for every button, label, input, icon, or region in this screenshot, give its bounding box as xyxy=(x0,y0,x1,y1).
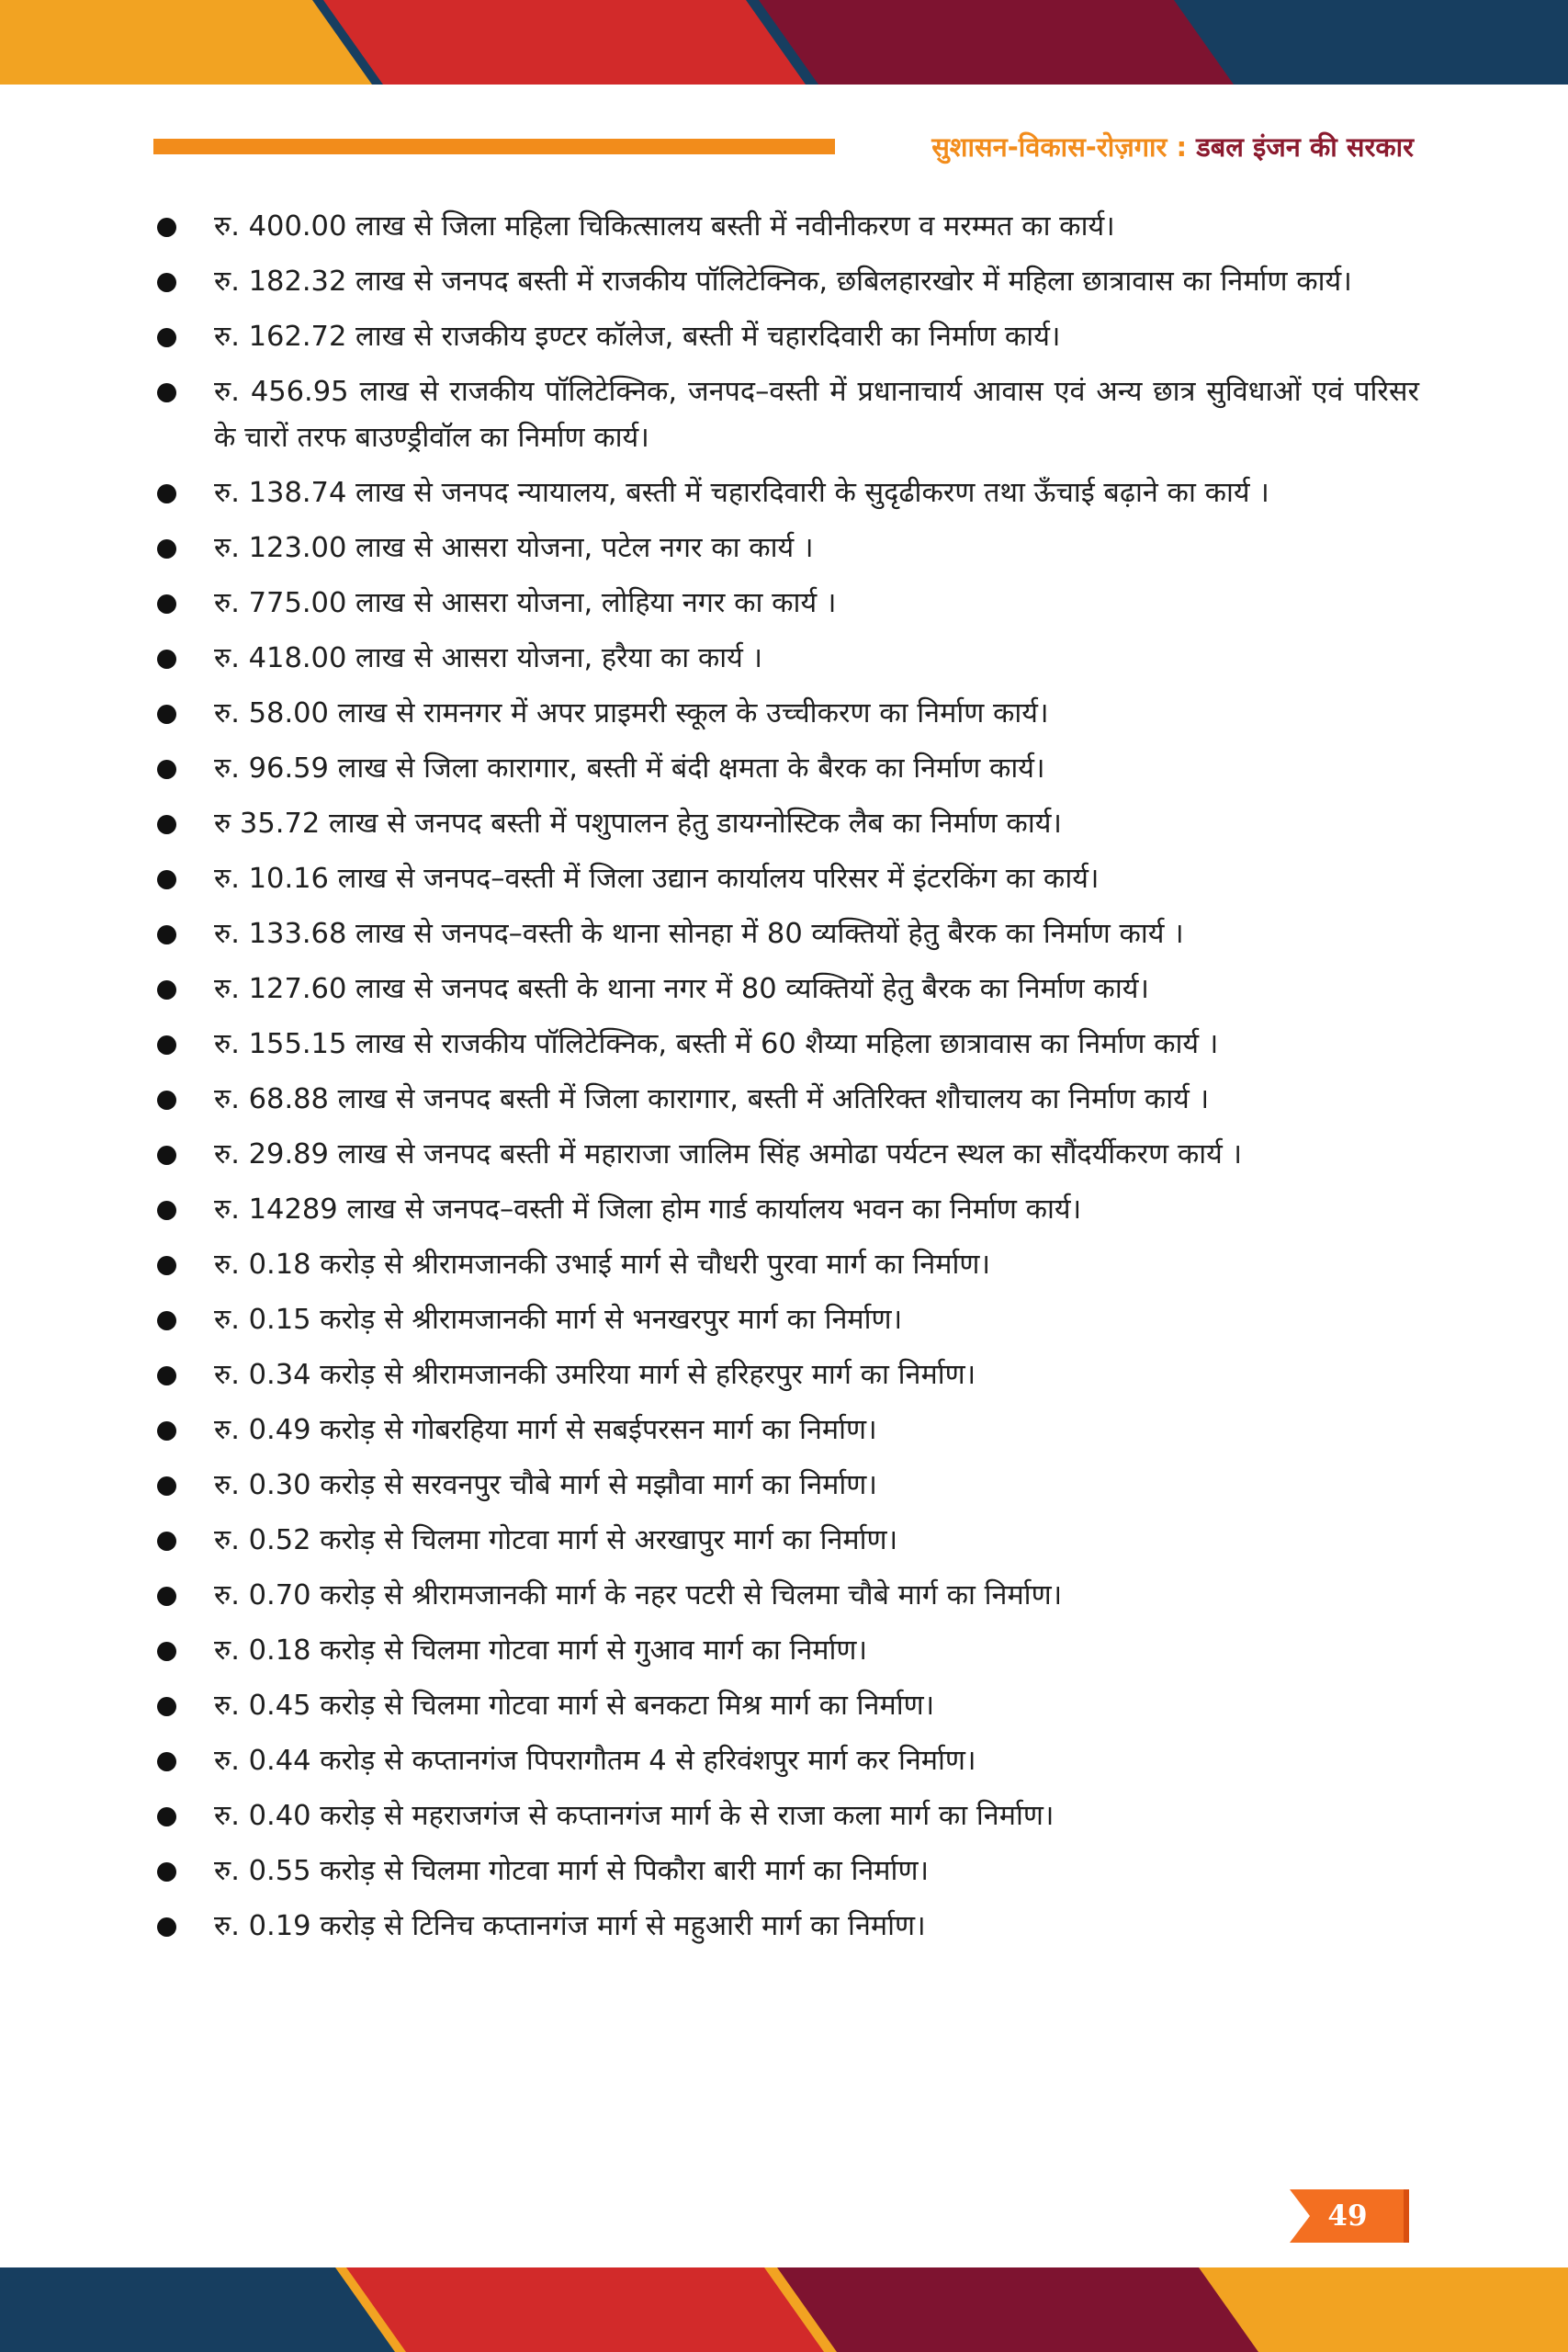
bullet-icon xyxy=(157,539,176,559)
bullet-icon xyxy=(157,705,176,724)
list-item xyxy=(152,636,1419,682)
bullet-icon xyxy=(157,1366,176,1385)
bullet-icon xyxy=(157,1697,176,1716)
header-rule xyxy=(153,139,835,154)
bullet-icon xyxy=(157,218,176,237)
bullet-icon xyxy=(157,925,176,944)
list-item-text: रु. 162.72 लाख से राजकीय इण्टर कॉलेज, बस्ती में चहारदिवारी का निर्माण कार्य। xyxy=(214,321,1061,353)
top-decorative-band xyxy=(0,0,1568,85)
header-title-part2: डबल इंजन की सरकार xyxy=(1196,131,1414,163)
list-item xyxy=(152,691,1419,737)
bullet-icon xyxy=(157,1752,176,1771)
list-item-text: रु. 182.32 लाख से जनपद बस्ती में राजकीय पॉलिटेक्निक, छबिलहारखोर में महिला छात्रावास का निर्माण कार्य। xyxy=(214,266,1352,298)
list-item-text: रु. 123.00 लाख से आसरा योजना, पटेल नगर का कार्य । xyxy=(214,532,814,564)
list-item xyxy=(152,1352,1419,1398)
bullet-icon xyxy=(157,328,176,347)
header-title xyxy=(931,125,1414,169)
bullet-icon xyxy=(157,1532,176,1551)
list-item-text: रु. 133.68 लाख से जनपद–वस्ती के थाना सोनहा में 80 व्यक्तियों हेतु बैरक का निर्माण कार्य । xyxy=(214,918,1184,950)
bullet-icon xyxy=(157,1091,176,1110)
list-item xyxy=(152,1242,1419,1288)
list-item-text: रु. 58.00 लाख से रामनगर में अपर प्राइमरी स्कूल के उच्चीकरण का निर्माण कार्य। xyxy=(214,697,1049,729)
page-number-badge xyxy=(1279,2189,1409,2243)
bullet-icon xyxy=(157,484,176,503)
list-item xyxy=(152,1849,1419,1894)
list-item-text: रु. 0.70 करोड़ से श्रीरामजानकी मार्ग के नहर पटरी से चिलमा चौबे मार्ग का निर्माण। xyxy=(214,1579,1063,1611)
list-item xyxy=(152,856,1419,902)
list-item-text: रु. 456.95 लाख से राजकीय पॉलिटेक्निक, जनपद–वस्ती में प्रधानाचार्य आवास एवं अन्य छात्र सुविधाओं एवं परिसर के चारों तरफ बाउण्ड्रीवॉल का निर्माण कार्य। xyxy=(214,376,1419,454)
bullet-icon xyxy=(157,1421,176,1441)
list-item-text: रु. 0.15 करोड़ से श्रीरामजानकी मार्ग से भनखरपुर मार्ग का निर्माण। xyxy=(214,1304,903,1336)
list-item xyxy=(152,581,1419,627)
list-item-text: रु. 0.19 करोड़ से टिनिच कप्तानगंज मार्ग से महुआरी मार्ग का निर्माण। xyxy=(214,1910,926,1942)
list-item-text: रु. 418.00 लाख से आसरा योजना, हरैया का कार्य । xyxy=(214,642,763,674)
list-item xyxy=(152,1738,1419,1784)
list-item-text: रु. 138.74 लाख से जनपद न्यायालय, बस्ती में चहारदिवारी के सुदृढीकरण तथा ऊँचाई बढ़ाने का कार्य । xyxy=(214,477,1269,509)
list-item xyxy=(152,1077,1419,1123)
list-item-text: रु. 0.18 करोड़ से श्रीरामजानकी उभाई मार्ग से चौधरी पुरवा मार्ग का निर्माण। xyxy=(214,1249,991,1281)
bullet-icon xyxy=(157,1146,176,1165)
bullet-icon xyxy=(157,1201,176,1220)
list-item xyxy=(152,526,1419,571)
list-item-text: रु 35.72 लाख से जनपद बस्ती में पशुपालन हेतु डायग्नोस्टिक लैब का निर्माण कार्य। xyxy=(214,808,1062,840)
bullet-icon xyxy=(157,650,176,669)
bullet-icon xyxy=(157,1807,176,1826)
running-header xyxy=(153,125,1414,169)
list-item xyxy=(152,470,1419,516)
content-area xyxy=(152,204,1419,1959)
page-number: 49 xyxy=(1327,2199,1368,2233)
bullet-icon xyxy=(157,1587,176,1606)
list-item-text: रु. 0.45 करोड़ से चिलमा गोटवा मार्ग से बनकटा मिश्र मार्ग का निर्माण। xyxy=(214,1690,935,1722)
list-item xyxy=(152,1187,1419,1233)
list-item-text: रु. 400.00 लाख से जिला महिला चिकित्सालय बस्ती में नवीनीकरण व मरम्मत का कार्य। xyxy=(214,210,1115,243)
list-item xyxy=(152,314,1419,360)
list-item-text: रु. 775.00 लाख से आसरा योजना, लोहिया नगर का कार्य । xyxy=(214,587,837,619)
list-item-text: रु. 0.49 करोड़ से गोबरहिया मार्ग से सबईपरसन मार्ग का निर्माण। xyxy=(214,1414,877,1446)
list-item-text: रु. 10.16 लाख से जनपद–वस्ती में जिला उद्यान कार्यालय परिसर में इंटरकिंग का कार्य। xyxy=(214,863,1100,895)
bullet-icon xyxy=(157,980,176,1000)
list-item-text: रु. 0.40 करोड़ से महराजगंज से कप्तानगंज मार्ग के से राजा कला मार्ग का निर्माण। xyxy=(214,1800,1055,1832)
project-list xyxy=(152,204,1419,1950)
bullet-icon xyxy=(157,1642,176,1661)
list-item-text: रु. 155.15 लाख से राजकीय पॉलिटेक्निक, बस्ती में 60 शैय्या महिला छात्रावास का निर्माण कार्य । xyxy=(214,1028,1219,1060)
list-item xyxy=(152,801,1419,847)
list-item xyxy=(152,259,1419,305)
bottom-band-graphic xyxy=(0,2267,1568,2352)
bullet-icon xyxy=(157,1862,176,1882)
bottom-decorative-band xyxy=(0,2267,1568,2352)
list-item xyxy=(152,1518,1419,1564)
list-item-text: रु. 0.34 करोड़ से श्रीरामजानकी उमरिया मार्ग से हरिहरपुर मार्ग का निर्माण। xyxy=(214,1359,976,1391)
list-item-text: रु. 29.89 लाख से जनपद बस्ती में महाराजा जालिम सिंह अमोढा पर्यटन स्थल का सौंदर्यीकरण कार्य । xyxy=(214,1138,1243,1170)
list-item xyxy=(152,1628,1419,1674)
bullet-icon xyxy=(157,815,176,834)
header-title-part1: सुशासन-विकास-रोज़गार : xyxy=(931,131,1197,163)
list-item xyxy=(152,1793,1419,1839)
bullet-icon xyxy=(157,1035,176,1055)
list-item xyxy=(152,369,1419,461)
list-item xyxy=(152,1463,1419,1509)
bullet-icon xyxy=(157,273,176,292)
list-item-text: रु. 96.59 लाख से जिला कारागार, बस्ती में बंदी क्षमता के बैरक का निर्माण कार्य। xyxy=(214,752,1045,785)
bullet-icon xyxy=(157,383,176,402)
list-item-text: रु. 0.18 करोड़ से चिलमा गोटवा मार्ग से गुआव मार्ग का निर्माण। xyxy=(214,1634,868,1667)
list-item-text: रु. 68.88 लाख से जनपद बस्ती में जिला कारागार, बस्ती में अतिरिक्त शौचालय का निर्माण कार्य । xyxy=(214,1083,1210,1115)
list-item xyxy=(152,204,1419,250)
bullet-icon xyxy=(157,1476,176,1496)
list-item-text: रु. 0.30 करोड़ से सरवनपुर चौबे मार्ग से मझौवा मार्ग का निर्माण। xyxy=(214,1469,877,1501)
bullet-icon xyxy=(157,1311,176,1330)
list-item xyxy=(152,911,1419,957)
bullet-icon xyxy=(157,760,176,779)
list-item xyxy=(152,1022,1419,1068)
bullet-icon xyxy=(157,1256,176,1275)
list-item-text: रु. 14289 लाख से जनपद–वस्ती में जिला होम गार्ड कार्यालय भवन का निर्माण कार्य। xyxy=(214,1193,1082,1226)
list-item xyxy=(152,1904,1419,1950)
list-item-text: रु. 0.52 करोड़ से चिलमा गोटवा मार्ग से अरखापुर मार्ग का निर्माण। xyxy=(214,1524,898,1556)
list-item-text: रु. 127.60 लाख से जनपद बस्ती के थाना नगर में 80 व्यक्तियों हेतु बैरक का निर्माण कार्य। xyxy=(214,973,1149,1005)
bullet-icon xyxy=(157,1917,176,1937)
list-item xyxy=(152,1297,1419,1343)
bullet-icon xyxy=(157,870,176,889)
list-item xyxy=(152,746,1419,792)
list-item-text: रु. 0.55 करोड़ से चिलमा गोटवा मार्ग से पिकौरा बारी मार्ग का निर्माण। xyxy=(214,1855,930,1887)
list-item xyxy=(152,967,1419,1012)
list-item xyxy=(152,1408,1419,1453)
list-item xyxy=(152,1132,1419,1178)
top-band-graphic xyxy=(0,0,1568,85)
bullet-icon xyxy=(157,594,176,614)
list-item xyxy=(152,1683,1419,1729)
list-item-text: रु. 0.44 करोड़ से कप्तानगंज पिपरागौतम 4 से हरिवंशपुर मार्ग कर निर्माण। xyxy=(214,1745,976,1777)
list-item xyxy=(152,1573,1419,1619)
